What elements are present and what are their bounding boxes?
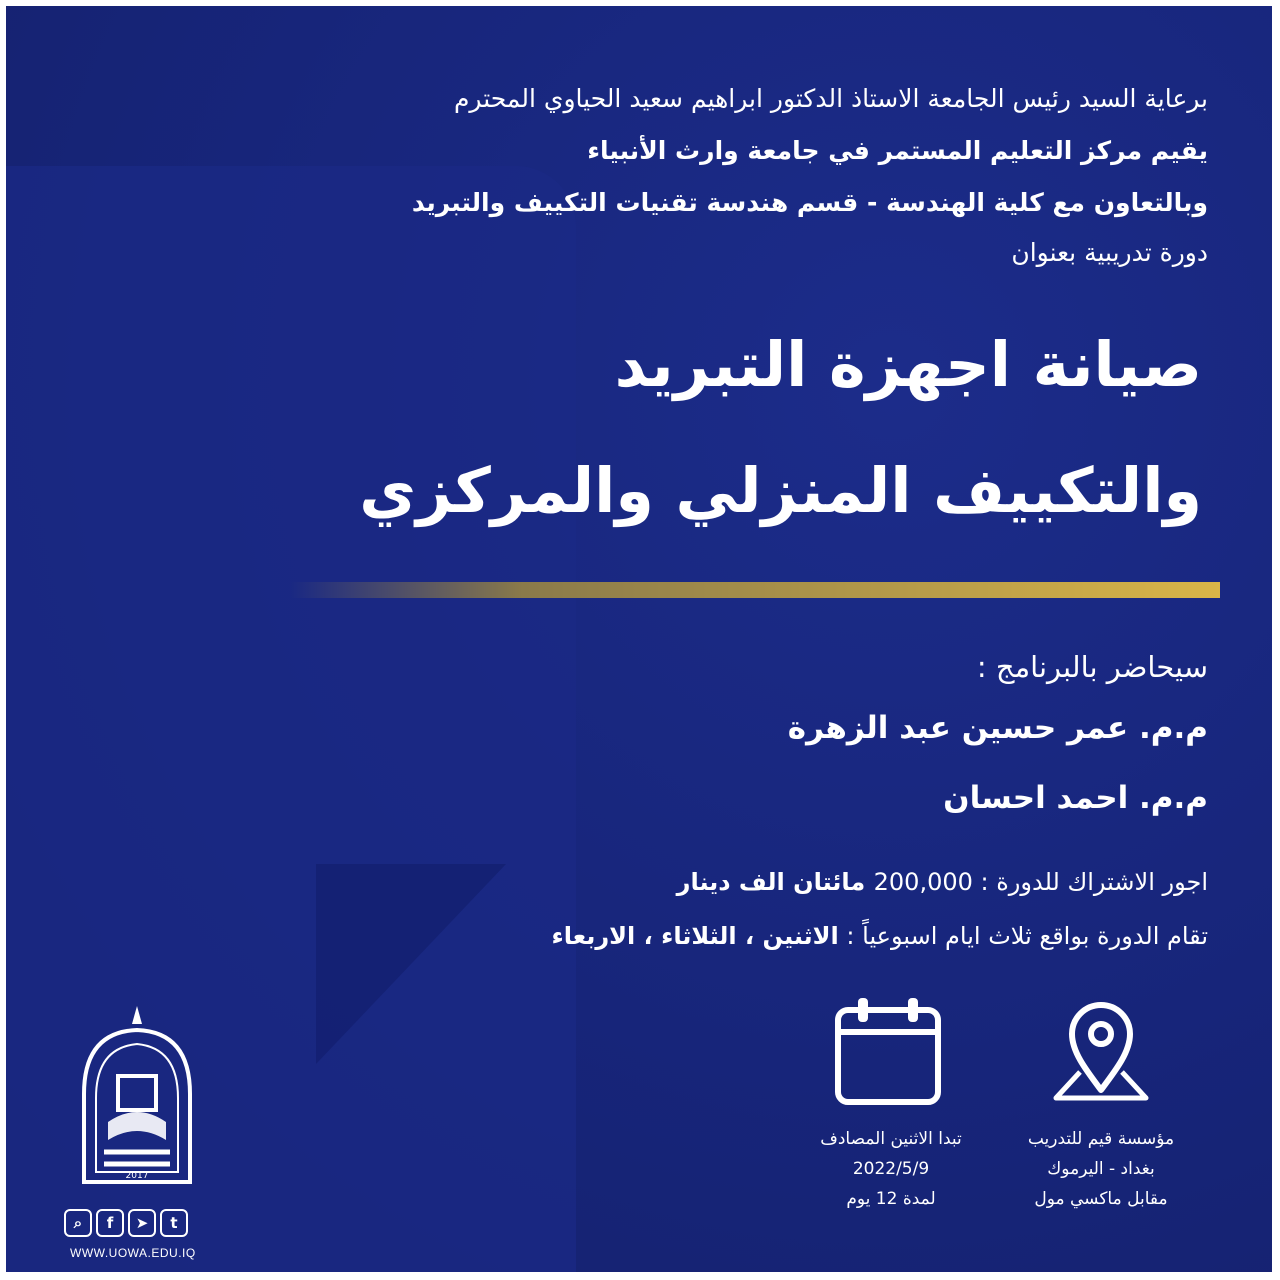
fee-amount: 200,000 <box>873 868 973 896</box>
lecturers-heading: سيحاضر بالبرنامج : <box>976 650 1208 684</box>
logo-year: 2017 <box>125 1171 149 1181</box>
schedule-days: الاثنين ، الثلاثاء ، الاربعاء <box>551 922 839 950</box>
telegram-icon[interactable]: ➤ <box>128 1209 156 1237</box>
calendar-icon <box>832 996 944 1108</box>
intro-line-1: برعاية السيد رئيس الجامعة الاستاذ الدكتور ابراهيم سعيد الحياوي المحترم <box>453 84 1208 113</box>
location-info <box>1016 1124 1186 1214</box>
date-info-line: لمدة 12 يوم <box>846 1189 936 1209</box>
fee-label: اجور الاشتراك للدورة : <box>972 868 1208 896</box>
date-info-line: تبدا الاثنين المصادف <box>820 1129 962 1149</box>
date-info-line: 2022/5/9 <box>852 1159 930 1179</box>
website-url[interactable]: WWW.UOWA.EDU.IQ <box>70 1246 196 1260</box>
lecturer-name: م.م. احمد احسان <box>943 780 1208 816</box>
schedule-line <box>552 922 1208 950</box>
fee-line <box>677 868 1208 896</box>
university-logo <box>74 1002 200 1198</box>
twitter-icon[interactable]: t <box>160 1209 188 1237</box>
lecturer-name: م.م. عمر حسين عبد الزهرة <box>787 710 1208 746</box>
facebook-icon[interactable]: f <box>96 1209 124 1237</box>
location-pin-icon <box>1046 994 1156 1104</box>
date-info <box>806 1124 976 1214</box>
search-icon[interactable]: ⌕ <box>64 1209 92 1237</box>
intro-line-3: وبالتعاون مع كلية الهندسة - قسم هندسة تقنيات التكييف والتبريد <box>411 188 1208 217</box>
title-line-2: والتكييف المنزلي والمركزي <box>359 454 1202 527</box>
location-info-line: مؤسسة قيم للتدريب <box>1027 1129 1175 1149</box>
poster <box>6 6 1272 1272</box>
intro-line-2: يقيم مركز التعليم المستمر في جامعة وارث الأنبياء <box>587 136 1208 165</box>
location-info-line: بغداد - اليرموك <box>1047 1159 1155 1179</box>
location-info-line: مقابل ماكسي مول <box>1034 1189 1168 1209</box>
gold-divider <box>290 582 1220 598</box>
title-line-1: صيانة اجهزة التبريد <box>614 328 1202 401</box>
intro-line-4: دورة تدريبية بعنوان <box>1011 238 1208 267</box>
schedule-label: تقام الدورة بواقع ثلاث ايام اسبوعياً : <box>838 922 1208 950</box>
fee-amount-text: مائتان الف دينار <box>676 868 874 896</box>
